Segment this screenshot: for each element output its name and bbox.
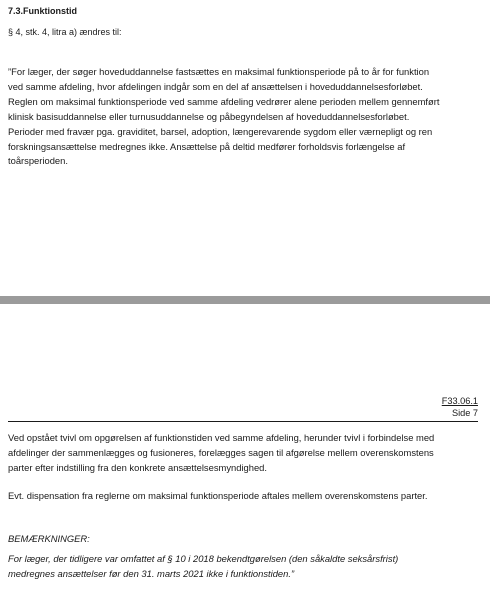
remarks-text: For læger, der tidligere var omfattet af § 10 i 2018 bekendtgørelsen (den såkaldte seksårsfrist) medregnes ansættelser før den 31. marts 2021 ikke i funktionstiden.” bbox=[8, 553, 399, 579]
page-separator bbox=[0, 296, 490, 304]
page-number: Side 7 bbox=[451, 408, 478, 418]
header-rule bbox=[8, 421, 478, 422]
body-paragraph-dispensation: Evt. dispensation fra reglerne om maksimal funktionsperiode aftales mellem overenskomstens parter. bbox=[8, 490, 428, 501]
section-heading: 7.3.Funktionstid bbox=[8, 6, 78, 16]
quoted-rule-text: ”For læger, der søger hoveduddannelse fastsættes en maksimal funktionsperiode på to år for funktion ved samme afdeling, hvor afdelingen indgår som en del af ansættelsen i hoveduddannelsesforløbet. Reglen om maksimal funktionsperiode ved samme afdeling vedrører alene perioden mellem gennemført klinisk basisuddannelse eller turnusuddannelse og påbegyndelsen af hoveduddannelsesforløbet. Perioder med fravær pga. graviditet, barsel, adoption, længerevarende sygdom eller værnepligt og ren forskningsansættelse medregnes ikke. Ansættelse på deltid medfører forholdsvis forlængelse af toårsperioden. bbox=[8, 66, 440, 167]
paragraph-reference: § 4, stk. 4, litra a) ændres til: bbox=[8, 27, 122, 37]
document-code: F33.06.1 bbox=[441, 396, 478, 406]
remarks-heading: BEMÆRKNINGER: bbox=[8, 533, 90, 544]
body-paragraph-doubt: Ved opstået tvivl om opgørelsen af funktionstiden ved samme afdeling, herunder tvivl i forbindelse med afdelinger der sammenlægges og fusioneres, forelægges sagen til afgørelse mellem overenskomstens parter efter indstilling fra den konkrete ansættelsesmyndighed. bbox=[8, 432, 435, 473]
